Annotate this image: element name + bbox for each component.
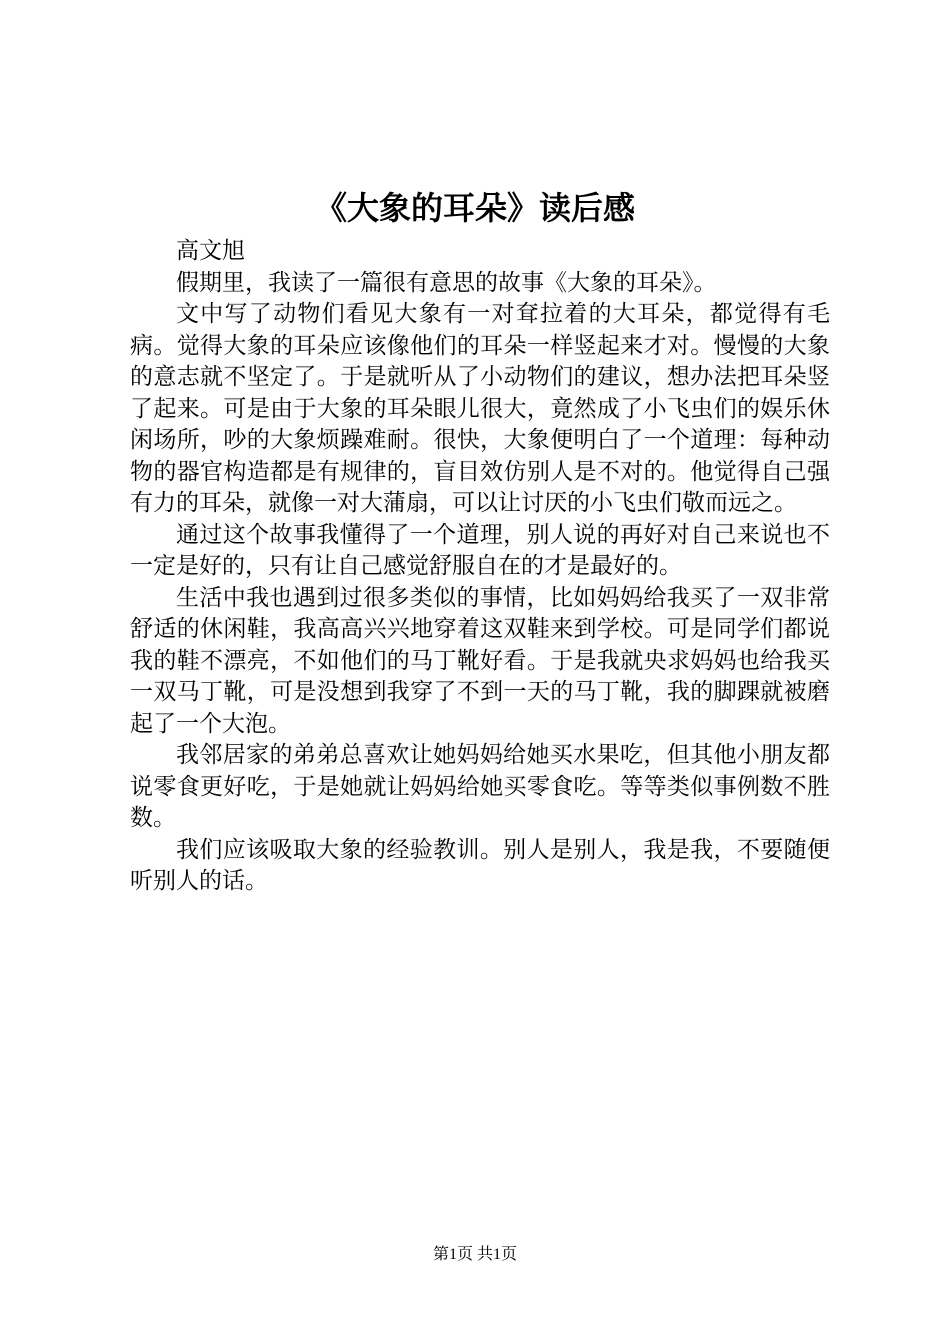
paragraph-5: 我邻居家的弟弟总喜欢让她妈妈给她买水果吃，但其他小朋友都说零食更好吃，于是她就让妈妈给她买零食吃。等等类似事例数不胜数。 xyxy=(130,742,830,831)
author-line: 高文旭 xyxy=(176,238,245,264)
paragraph-3: 通过这个故事我懂得了一个道理，别人说的再好对自己来说也不一定是好的，只有让自己感觉舒服自在的才是最好的。 xyxy=(130,521,830,579)
paragraph-4: 生活中我也遇到过很多类似的事情，比如妈妈给我买了一双非常舒适的休闲鞋，我高高兴兴地穿着这双鞋来到学校。可是同学们都说我的鞋不漂亮，不如他们的马丁靴好看。于是我就央求妈妈也给我买一双马丁靴，可是没想到我穿了不到一天的马丁靴，我的脚踝就被磨起了一个大泡。 xyxy=(130,584,830,737)
paragraph-2: 文中写了动物们看见大象有一对耷拉着的大耳朵，都觉得有毛病。觉得大象的耳朵应该像他们的耳朵一样竖起来才对。慢慢的大象的意志就不坚定了。于是就听从了小动物们的建议，想办法把耳朵竖了起来。可是由于大象的耳朵眼儿很大，竟然成了小飞虫们的娱乐休闲场所，吵的大象烦躁难耐。很快，大象便明白了一个道理：每种动物的器官构造都是有规律的，盲目效仿别人是不对的。他觉得自己强有力的耳朵，就像一对大蒲扇，可以让讨厌的小飞虫们敬而远之。 xyxy=(130,301,830,516)
document-title: 《大象的耳朵》读后感 xyxy=(314,189,635,227)
page-footer: 第1页 共1页 xyxy=(432,1246,517,1263)
document-body xyxy=(130,236,830,898)
paragraph-6: 我们应该吸取大象的经验教训。别人是别人，我是我，不要随便听别人的话。 xyxy=(130,836,830,894)
paragraph-1: 假期里，我读了一篇很有意思的故事《大象的耳朵》。 xyxy=(176,269,717,296)
